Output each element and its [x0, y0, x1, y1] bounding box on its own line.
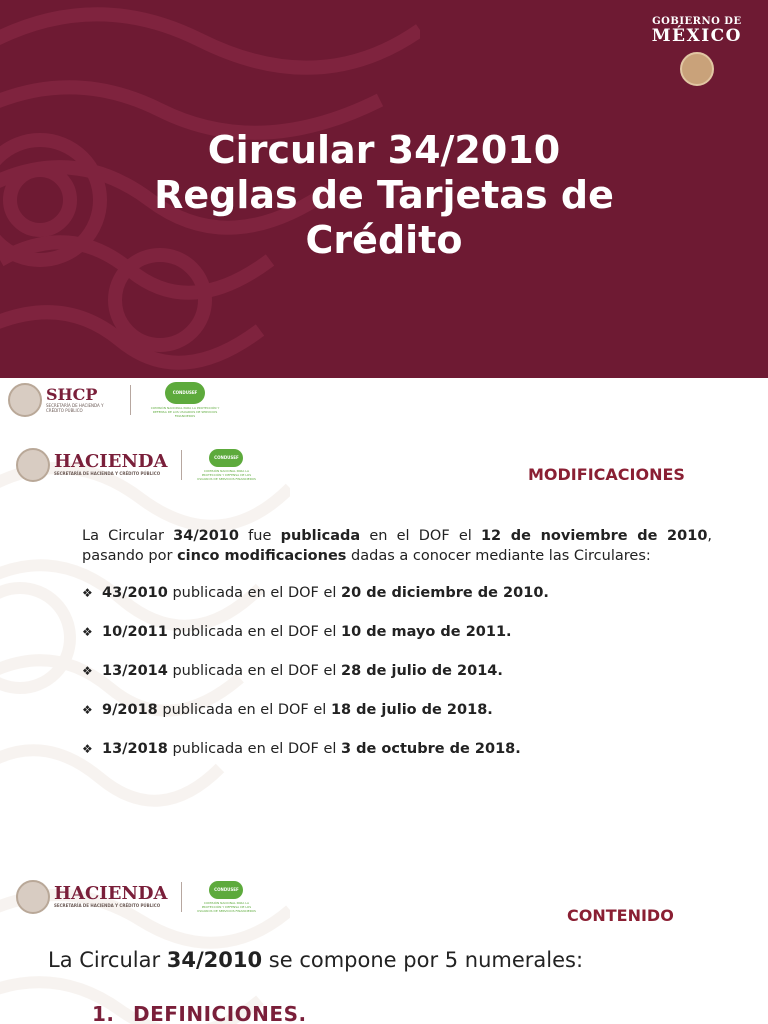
eagle-emblem-icon: [16, 880, 50, 914]
hacienda-condusef-logos: [16, 448, 256, 482]
condusef-logo: [145, 382, 225, 418]
list-item: ❖ 10/2011 publicada en el DOF el 10 de mayo de 2011.: [82, 624, 512, 640]
title-line-1: Circular 34/2010: [207, 128, 561, 172]
title-line-3: Crédito: [305, 218, 463, 262]
page-title: [0, 128, 768, 263]
contenido-intro: La Circular 34/2010 se compone por 5 numerales:: [48, 948, 584, 972]
item-number: 1.: [92, 1002, 115, 1024]
diamond-bullet-icon: ❖: [82, 664, 93, 678]
gov-line-2: MÉXICO: [651, 26, 742, 46]
shcp-subtitle: SECRETARÍA DE HACIENDA Y CRÉDITO PÚBLICO: [46, 403, 104, 413]
list-item: ❖ 43/2010 publicada en el DOF el 20 de diciembre de 2010.: [82, 585, 549, 601]
modificaciones-slide: [0, 378, 768, 860]
list-item: ❖ 9/2018 publicada en el DOF el 18 de julio de 2018.: [82, 702, 493, 718]
eagle-emblem-icon: [8, 383, 42, 417]
shcp-logo-text: SHCP: [46, 385, 98, 404]
hacienda-logo-text: HACIENDA: [54, 883, 168, 904]
condusef-logo: [196, 449, 256, 481]
section-title: CONTENIDO: [567, 906, 674, 925]
list-item: ❖ 13/2018 publicada en el DOF el 3 de octubre de 2018.: [82, 741, 521, 757]
shcp-condusef-logos: [8, 382, 225, 418]
title-slide: [0, 0, 768, 378]
condusef-logo-text: CONDUSEF: [214, 887, 239, 892]
diamond-bullet-icon: ❖: [82, 625, 93, 639]
condusef-subtitle: COMISIÓN NACIONAL PARA LA PROTECCIÓN Y DEFENSA DE LOS USUARIOS DE SERVICIOS FINANCIEROS: [197, 469, 256, 481]
condusef-subtitle: COMISIÓN NACIONAL PARA LA PROTECCIÓN Y DEFENSA DE LOS USUARIOS DE SERVICIOS FINANCIEROS: [197, 901, 256, 913]
modifications-list: [82, 585, 722, 780]
hacienda-subtitle: SECRETARÍA DE HACIENDA Y CRÉDITO PÚBLICO: [54, 471, 161, 476]
contenido-slide: [0, 860, 768, 1024]
condusef-logo-text: CONDUSEF: [214, 455, 239, 460]
gov-line-1: GOBIERNO DE: [652, 16, 742, 27]
hacienda-condusef-logos: [16, 880, 256, 914]
condusef-logo: [196, 881, 256, 913]
logo-divider: [181, 882, 182, 912]
logo-divider: [130, 385, 131, 415]
item-label: DEFINICIONES.: [133, 1002, 307, 1024]
diamond-bullet-icon: ❖: [82, 586, 93, 600]
title-line-2: Reglas de Tarjetas de: [154, 173, 614, 217]
condusef-subtitle: COMISIÓN NACIONAL PARA LA PROTECCIÓN Y DEFENSA DE LOS USUARIOS DE SERVICIOS FINANCIEROS: [150, 406, 220, 418]
logo-divider: [181, 450, 182, 480]
list-item: [92, 1002, 307, 1024]
condusef-logo-text: CONDUSEF: [172, 390, 198, 395]
gobierno-de-mexico-logo: [652, 16, 742, 86]
diamond-bullet-icon: ❖: [82, 742, 93, 756]
hacienda-subtitle: SECRETARÍA DE HACIENDA Y CRÉDITO PÚBLICO: [54, 903, 161, 908]
national-seal-icon: [680, 52, 714, 86]
hacienda-logo-text: HACIENDA: [54, 451, 168, 472]
intro-paragraph: La Circular 34/2010 fue publicada en el DOF el 12 de noviembre de 2010, pasando por cinco modificaciones dadas a conocer mediante las Circulares:: [82, 528, 713, 564]
section-title: MODIFICACIONES: [528, 465, 685, 484]
eagle-emblem-icon: [16, 448, 50, 482]
list-item: ❖ 13/2014 publicada en el DOF el 28 de julio de 2014.: [82, 663, 503, 679]
diamond-bullet-icon: ❖: [82, 703, 93, 717]
